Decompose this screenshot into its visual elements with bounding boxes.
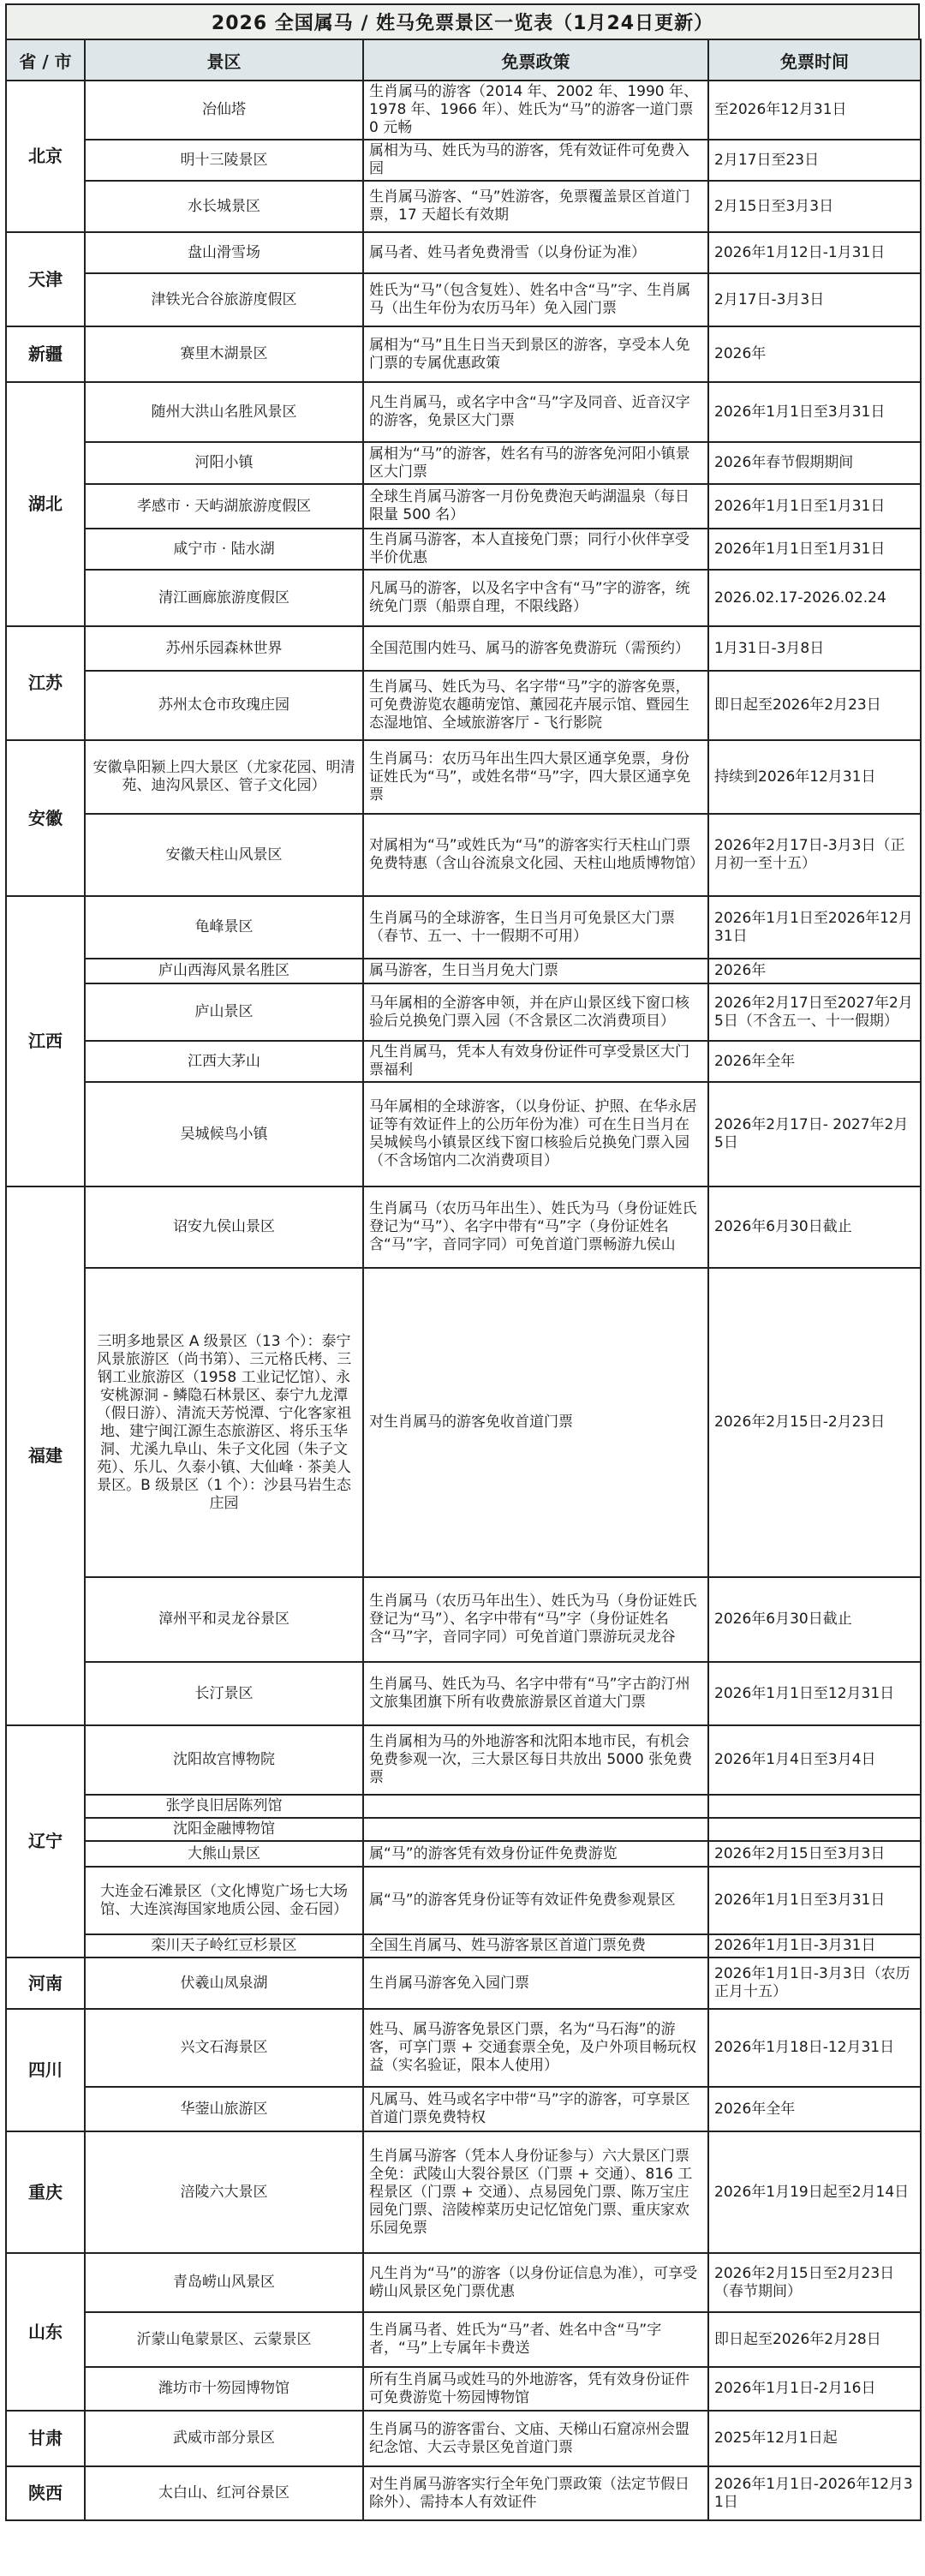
table-row bbox=[6, 442, 921, 484]
table-row bbox=[6, 814, 921, 896]
time-cell: 2026年 bbox=[708, 326, 921, 382]
site-cell: 诏安九侯山景区 bbox=[85, 1186, 363, 1268]
time-cell: 2026年1月1日-2026年12月31日 bbox=[708, 2466, 921, 2520]
policy-cell: 凡生肖为“马”的游客（以身份证信息为准），可享受崂山风景区免门票优惠 bbox=[363, 2253, 708, 2312]
table-header-row bbox=[6, 39, 921, 81]
header-policy: 免票政策 bbox=[363, 39, 708, 81]
policy-cell: 马年属相的全游客申领，并在庐山景区线下窗口核验后兑换免门票入园（不含景区二次消费项目） bbox=[363, 983, 708, 1041]
site-cell: 随州大洪山名胜风景区 bbox=[85, 382, 363, 442]
province-cell: 江苏 bbox=[6, 626, 85, 740]
table-row bbox=[6, 2466, 921, 2520]
site-cell: 咸宁市 · 陆水湖 bbox=[85, 529, 363, 570]
time-cell: 2026年1月1日至3月31日 bbox=[708, 1867, 921, 1934]
table-row bbox=[6, 484, 921, 529]
policy-cell: 生肖属马游客免入园门票 bbox=[363, 1957, 708, 2009]
time-cell: 2026年1月1日至2026年12月31日 bbox=[708, 896, 921, 959]
site-cell: 沈阳故宫博物院 bbox=[85, 1725, 363, 1795]
table-row bbox=[6, 1818, 921, 1841]
table-row bbox=[6, 382, 921, 442]
site-cell: 明十三陵景区 bbox=[85, 140, 363, 181]
table-row bbox=[6, 2087, 921, 2131]
policy-cell bbox=[363, 1795, 708, 1818]
policy-cell: 凡属马、姓马或名字中带“马”字的游客，可享景区首道门票免费特权 bbox=[363, 2087, 708, 2131]
free-ticket-sheet bbox=[5, 3, 920, 2521]
site-cell: 漳州平和灵龙谷景区 bbox=[85, 1577, 363, 1662]
time-cell bbox=[708, 1795, 921, 1818]
policy-cell: 生肖属马游客，本人直接免门票；同行小伙伴享受半价优惠 bbox=[363, 529, 708, 570]
policy-cell: 生肖属相为马的外地游客和沈阳本地市民，有机会免费参观一次，三大景区每日共放出 5000 张免费票 bbox=[363, 1725, 708, 1795]
site-cell: 安徽天柱山风景区 bbox=[85, 814, 363, 896]
time-cell: 2026年2月17日- 2027年2月5日 bbox=[708, 1082, 921, 1186]
site-cell: 大连金石滩景区（文化博览广场七大场馆、大连滨海国家地质公园、金石园） bbox=[85, 1867, 363, 1934]
table-title: 2026 全国属马 / 姓马免票景区一览表（1月24日更新） bbox=[5, 3, 920, 39]
time-cell: 2026年2月15日-2月23日 bbox=[708, 1268, 921, 1577]
site-cell: 河阳小镇 bbox=[85, 442, 363, 484]
policy-cell: 属马者、姓马者免费滑雪（以身份证为准） bbox=[363, 232, 708, 273]
site-cell: 沂蒙山龟蒙景区、云蒙景区 bbox=[85, 2312, 363, 2367]
province-cell: 北京 bbox=[6, 81, 85, 232]
site-cell: 伏羲山凤泉湖 bbox=[85, 1957, 363, 2009]
time-cell: 2026年2月15日至3月3日 bbox=[708, 1841, 921, 1867]
time-cell: 2月15日至3月3日 bbox=[708, 181, 921, 232]
time-cell: 2026年1月1日-3月31日 bbox=[708, 1934, 921, 1957]
table-row bbox=[6, 1934, 921, 1957]
province-cell: 河南 bbox=[6, 1957, 85, 2009]
site-cell: 三明多地景区 A 级景区（13 个）：泰宁风景旅游区（尚书第）、三元格氏栲、三钢工业旅游区（1958 工业记忆馆）、永安桃源洞 - 鳞隐石林景区、泰宁九龙潭（假日游）、清流天芳悦潭、宁化客家祖地、建宁闽江源生态旅游区、将乐玉华洞、尤溪九阜山、朱子文化园（朱子文苑）、乐儿、久泰小镇、大仙峰 · 茶美人景区。B 级景区（1 个）：沙县马岩生态庄园 bbox=[85, 1268, 363, 1577]
site-cell: 武威市部分景区 bbox=[85, 2411, 363, 2466]
policy-cell: 生肖属马：农历马年出生四大景区通享免票，身份证姓氏为“马”，或姓名带“马”字，四大景区通享免票 bbox=[363, 740, 708, 814]
time-cell bbox=[708, 1818, 921, 1841]
table-row bbox=[6, 1725, 921, 1795]
table-row bbox=[6, 959, 921, 983]
policy-cell: 生肖属马者、姓氏为“马”者、姓名中含“马”字者，“马”上专属年卡费送 bbox=[363, 2312, 708, 2367]
time-cell: 2026.02.17-2026.02.24 bbox=[708, 570, 921, 626]
province-cell: 新疆 bbox=[6, 326, 85, 382]
time-cell: 2026年 bbox=[708, 959, 921, 983]
time-cell: 2026年1月1日-2月16日 bbox=[708, 2367, 921, 2411]
site-cell: 津铁光合谷旅游度假区 bbox=[85, 273, 363, 326]
time-cell: 2026年2月17日至2027年2月5日（不含五一、十一假期） bbox=[708, 983, 921, 1041]
table-row bbox=[6, 1577, 921, 1662]
table-row bbox=[6, 273, 921, 326]
table-row bbox=[6, 2312, 921, 2367]
table-row bbox=[6, 2411, 921, 2466]
policy-cell: 生肖属马的游客雷台、文庙、天梯山石窟凉州会盟纪念馆、大云寺景区免首道门票 bbox=[363, 2411, 708, 2466]
policy-cell: 生肖属马的全球游客，生日当月可免景区大门票（春节、五一、十一假期不可用） bbox=[363, 896, 708, 959]
policy-cell: 凡生肖属马，凭本人有效身份证件可享受景区大门票福利 bbox=[363, 1041, 708, 1082]
time-cell: 2026年全年 bbox=[708, 1041, 921, 1082]
policy-cell bbox=[363, 1818, 708, 1841]
site-cell: 吴城候鸟小镇 bbox=[85, 1082, 363, 1186]
time-cell: 即日起至2026年2月28日 bbox=[708, 2312, 921, 2367]
table-row bbox=[6, 1867, 921, 1934]
table-row bbox=[6, 2367, 921, 2411]
site-cell: 赛里木湖景区 bbox=[85, 326, 363, 382]
table-row bbox=[6, 2253, 921, 2312]
site-cell: 沈阳金融博物馆 bbox=[85, 1818, 363, 1841]
table-row bbox=[6, 1186, 921, 1268]
site-cell: 清江画廊旅游度假区 bbox=[85, 570, 363, 626]
time-cell: 2026年1月1日至1月31日 bbox=[708, 484, 921, 529]
policy-cell: 对生肖属马游客实行全年免门票政策（法定节假日除外）、需持本人有效证件 bbox=[363, 2466, 708, 2520]
policy-cell: 对属相为“马”或姓氏为“马”的游客实行天柱山门票免费特惠（含山谷流泉文化园、天柱山地质博物馆） bbox=[363, 814, 708, 896]
time-cell: 2026年2月17日-3月3日（正月初一至十五） bbox=[708, 814, 921, 896]
policy-cell: 姓马、属马游客免景区门票，名为“马石海”的游客，可享门票 + 交通套票全免，及户外项目畅玩权益（实名验证，限本人使用） bbox=[363, 2009, 708, 2087]
policy-cell: 生肖属马游客（凭本人身份证参与）六大景区门票全免：武陵山大裂谷景区（门票 + 交通）、816 工程景区（门票 + 交通）、点易园免门票、陈万宝庄园免门票、涪陵榨菜历史记忆馆免门票、重庆家欢乐园免票 bbox=[363, 2131, 708, 2253]
time-cell: 2026年1月18日-12月31日 bbox=[708, 2009, 921, 2087]
site-cell: 盘山滑雪场 bbox=[85, 232, 363, 273]
scenic-spot-table bbox=[5, 39, 922, 2521]
time-cell: 2026年1月12日-1月31日 bbox=[708, 232, 921, 273]
time-cell: 2026年全年 bbox=[708, 2087, 921, 2131]
province-cell: 江西 bbox=[6, 896, 85, 1186]
time-cell: 1月31日-3月8日 bbox=[708, 626, 921, 671]
policy-cell: 凡属马的游客，以及名字中含有“马”字的游客，统统免门票（船票自理，不限线路） bbox=[363, 570, 708, 626]
table-row bbox=[6, 1082, 921, 1186]
header-province: 省 / 市 bbox=[6, 39, 85, 81]
policy-cell: 姓氏为“马”（包含复姓）、姓名中含“马”字、生肖属马（出生年份为农历马年）免入园门票 bbox=[363, 273, 708, 326]
table-row bbox=[6, 896, 921, 959]
time-cell: 2026年1月1日至12月31日 bbox=[708, 1662, 921, 1725]
table-row bbox=[6, 140, 921, 181]
province-cell: 辽宁 bbox=[6, 1725, 85, 1957]
time-cell: 至2026年12月31日 bbox=[708, 81, 921, 140]
table-row bbox=[6, 529, 921, 570]
site-cell: 张学良旧居陈列馆 bbox=[85, 1795, 363, 1818]
site-cell: 庐山景区 bbox=[85, 983, 363, 1041]
site-cell: 苏州乐园森林世界 bbox=[85, 626, 363, 671]
table-row bbox=[6, 181, 921, 232]
site-cell: 庐山西海风景名胜区 bbox=[85, 959, 363, 983]
time-cell: 2026年1月19日起至2月14日 bbox=[708, 2131, 921, 2253]
policy-cell: 生肖属马、姓氏为马、名字中带有“马”字古韵汀州文旅集团旗下所有收费旅游景区首道大门票 bbox=[363, 1662, 708, 1725]
table-row bbox=[6, 626, 921, 671]
table-row bbox=[6, 983, 921, 1041]
time-cell: 2月17日-3月3日 bbox=[708, 273, 921, 326]
policy-cell: 所有生肖属马或姓马的外地游客，凭有效身份证件可免费游览十笏园博物馆 bbox=[363, 2367, 708, 2411]
time-cell: 2026年1月4日至3月4日 bbox=[708, 1725, 921, 1795]
policy-cell: 属相为“马”且生日当天到景区的游客，享受本人免门票的专属优惠政策 bbox=[363, 326, 708, 382]
table-row bbox=[6, 1041, 921, 1082]
policy-cell: 属“马”的游客凭身份证等有效证件免费参观景区 bbox=[363, 1867, 708, 1934]
table-row bbox=[6, 1795, 921, 1818]
policy-cell: 属“马”的游客凭有效身份证件免费游览 bbox=[363, 1841, 708, 1867]
province-cell: 山东 bbox=[6, 2253, 85, 2411]
province-cell: 安徽 bbox=[6, 740, 85, 896]
table-row bbox=[6, 671, 921, 740]
table-row bbox=[6, 1841, 921, 1867]
site-cell: 栾川天子岭红豆杉景区 bbox=[85, 1934, 363, 1957]
time-cell: 2026年2月15日至2月23日（春节期间） bbox=[708, 2253, 921, 2312]
site-cell: 兴文石海景区 bbox=[85, 2009, 363, 2087]
site-cell: 水长城景区 bbox=[85, 181, 363, 232]
site-cell: 长汀景区 bbox=[85, 1662, 363, 1725]
province-cell: 陕西 bbox=[6, 2466, 85, 2520]
table-row bbox=[6, 2131, 921, 2253]
time-cell: 2026年春节假期期间 bbox=[708, 442, 921, 484]
site-cell: 安徽阜阳颍上四大景区（尤家花园、明清苑、迪沟风景区、管子文化园） bbox=[85, 740, 363, 814]
policy-cell: 生肖属马（农历马年出生）、姓氏为马（身份证姓氏登记为“马”）、名字中带有“马”字（身份证姓名含“马”字，音同字同）可免首道门票畅游九侯山 bbox=[363, 1186, 708, 1268]
province-cell: 重庆 bbox=[6, 2131, 85, 2253]
table-row bbox=[6, 570, 921, 626]
time-cell: 2月17日至23日 bbox=[708, 140, 921, 181]
table-row bbox=[6, 2009, 921, 2087]
time-cell: 2026年6月30日截止 bbox=[708, 1577, 921, 1662]
policy-cell: 生肖属马游客、“马”姓游客，免票覆盖景区首道门票，17 天超长有效期 bbox=[363, 181, 708, 232]
policy-cell: 生肖属马（农历马年出生）、姓氏为马（身份证姓氏登记为“马”）、名字中带有“马”字（身份证姓名含“马”字，音同字同）可免首道门票游玩灵龙谷 bbox=[363, 1577, 708, 1662]
table-row bbox=[6, 740, 921, 814]
policy-cell: 马年属相的全球游客，（以身份证、护照、在华永居证等有效证件上的公历年份为准）可在生日当月在吴城候鸟小镇景区线下窗口核验后兑换免门票入园（不含场馆内二次消费项目） bbox=[363, 1082, 708, 1186]
table-row bbox=[6, 1268, 921, 1577]
policy-cell: 全国范围内姓马、属马的游客免费游玩（需预约） bbox=[363, 626, 708, 671]
time-cell: 2026年1月1日-3月3日（农历正月十五） bbox=[708, 1957, 921, 2009]
site-cell: 苏州太仓市玫瑰庄园 bbox=[85, 671, 363, 740]
policy-cell: 属相为“马”的游客，姓名有马的游客免河阳小镇景区大门票 bbox=[363, 442, 708, 484]
table-row bbox=[6, 1662, 921, 1725]
table-row bbox=[6, 232, 921, 273]
site-cell: 大熊山景区 bbox=[85, 1841, 363, 1867]
site-cell: 孝感市 · 天屿湖旅游度假区 bbox=[85, 484, 363, 529]
site-cell: 冶仙塔 bbox=[85, 81, 363, 140]
site-cell: 龟峰景区 bbox=[85, 896, 363, 959]
policy-cell: 全国生肖属马、姓马游客景区首道门票免费 bbox=[363, 1934, 708, 1957]
time-cell: 持续到2026年12月31日 bbox=[708, 740, 921, 814]
policy-cell: 生肖属马、姓氏为马、名字带“马”字的游客免票，可免费游览农趣萌宠馆、薰园花卉展示馆、暨园生态湿地馆、全域旅游客厅 - 飞行影院 bbox=[363, 671, 708, 740]
site-cell: 太白山、红河谷景区 bbox=[85, 2466, 363, 2520]
header-site: 景区 bbox=[85, 39, 363, 81]
time-cell: 即日起至2026年2月23日 bbox=[708, 671, 921, 740]
policy-cell: 凡生肖属马，或名字中含“马”字及同音、近音汉字的游客，免景区大门票 bbox=[363, 382, 708, 442]
site-cell: 青岛崂山风景区 bbox=[85, 2253, 363, 2312]
policy-cell: 属相为马、姓氏为马的游客，凭有效证件可免费入园 bbox=[363, 140, 708, 181]
policy-cell: 属马游客，生日当月免大门票 bbox=[363, 959, 708, 983]
header-time: 免票时间 bbox=[708, 39, 921, 81]
province-cell: 甘肃 bbox=[6, 2411, 85, 2466]
table-row bbox=[6, 81, 921, 140]
site-cell: 江西大茅山 bbox=[85, 1041, 363, 1082]
province-cell: 福建 bbox=[6, 1186, 85, 1725]
policy-cell: 全球生肖属马游客一月份免费泡天屿湖温泉（每日限量 500 名） bbox=[363, 484, 708, 529]
site-cell: 潍坊市十笏园博物馆 bbox=[85, 2367, 363, 2411]
time-cell: 2025年12月1日起 bbox=[708, 2411, 921, 2466]
time-cell: 2026年1月1日至1月31日 bbox=[708, 529, 921, 570]
policy-cell: 对生肖属马的游客免收首道门票 bbox=[363, 1268, 708, 1577]
site-cell: 华蓥山旅游区 bbox=[85, 2087, 363, 2131]
table-body bbox=[6, 81, 921, 2520]
province-cell: 四川 bbox=[6, 2009, 85, 2131]
time-cell: 2026年6月30日截止 bbox=[708, 1186, 921, 1268]
table-row bbox=[6, 1957, 921, 2009]
site-cell: 涪陵六大景区 bbox=[85, 2131, 363, 2253]
table-row bbox=[6, 326, 921, 382]
time-cell: 2026年1月1日至3月31日 bbox=[708, 382, 921, 442]
province-cell: 天津 bbox=[6, 232, 85, 326]
province-cell: 湖北 bbox=[6, 382, 85, 626]
policy-cell: 生肖属马的游客（2014 年、2002 年、1990 年、1978 年、1966 年）、姓氏为“马”的游客一道门票 0 元畅 bbox=[363, 81, 708, 140]
